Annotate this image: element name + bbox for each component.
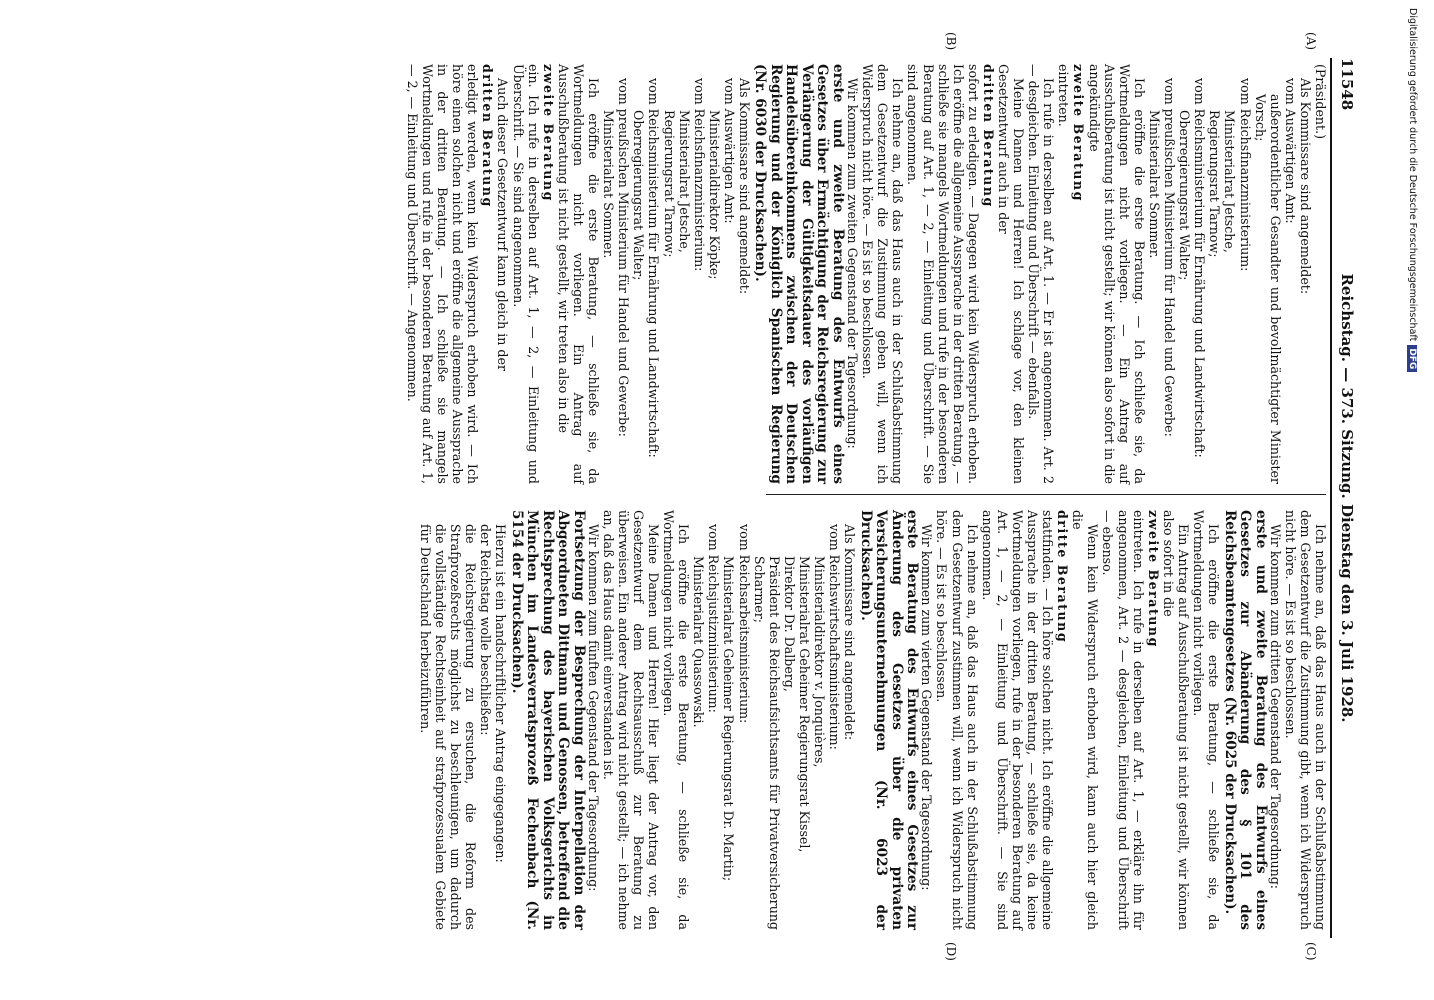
left-paragraph: vom Reichsfinanzministerium: <box>691 78 707 272</box>
left-paragraph: vom Auswärtigen Amt: <box>1282 78 1298 224</box>
left-paragraph: Als Kommissare sind angemeldet: <box>1297 78 1313 295</box>
right-paragraph: Wir kommen zum vierten Gegenstand der Tagesordnung: <box>919 524 935 891</box>
left-paragraph: Ich rufe in derselben auf Art. 1. — Er ist angenommen. Art. 2 — desgleichen. Einleitung und Überschrift — ebenfalls. <box>1026 64 1057 484</box>
left-paragraph: vom Reichsfinanzministerium: <box>1237 78 1253 272</box>
left-paragraph: Auch dieser Gesetzentwurf kann gleich in der <box>495 78 511 371</box>
right-paragraph: dritte Beratung <box>1055 510 1071 644</box>
left-paragraph: Ministerialrat Jetsche, <box>1222 110 1238 253</box>
right-paragraph: Ich eröffne die erste Beratung, — schließe sie, da Wortmeldungen nicht vorliegen. <box>1191 510 1222 930</box>
left-paragraph: Wir kommen zum zweiten Gegenstand der Tagesordnung: <box>845 78 861 449</box>
right-paragraph: Ministerialrat Quassowski. <box>691 556 707 728</box>
margin-mark-d: (D) <box>944 942 958 961</box>
left-paragraph: Regierungsrat Tarnow; <box>661 110 677 258</box>
left-paragraph: ein. Ich rufe in derselben auf Art. 1, — 2, — Einleitung und Überschrift. — Sie sind angenommen. <box>510 64 541 484</box>
left-paragraph: sofort zu erledigen. — Dagegen wird kein Widerspruch erhoben. Ich eröffne die allgemeine Aussprache in der dritten Beratung, — schließe sie mangels Wortmeldungen und rufe in der besonderen Beratung auf Art. 1, — 2, — Einleitung und Überschrift. — Sie sind angenommen. <box>905 64 981 484</box>
left-paragraph: vom Auswärtigen Amt: <box>721 78 737 224</box>
right-paragraph: vom Reichsjustizministerium: <box>706 524 722 713</box>
right-paragraph: zweite Beratung <box>1145 510 1161 648</box>
right-paragraph: Ein Antrag auf Ausschußberatung ist nicht gestellt, wir können also sofort in die <box>1160 510 1191 930</box>
header-title: Reichstag. — 373. Sitzung. Dienstag den 3. Juli 1928. <box>1338 273 1356 723</box>
right-paragraph: Wir kommen zum fünften Gegenstand der Tagesordnung: <box>585 524 601 892</box>
right-paragraph: Wenn kein Widerspruch erhoben wird, kann auch hier gleich die <box>1070 510 1101 930</box>
left-paragraph: vom Reichsministerium für Ernährung und Landwirtschaft: <box>1192 78 1208 458</box>
right-column <box>418 510 1329 930</box>
left-paragraph: Ich eröffne die erste Beratung, — schließe sie, da Wortmeldungen nicht vorliegen. Ein Antrag auf Ausschußberatung ist nicht gestellt, wir treten also in die <box>555 64 602 484</box>
left-paragraph: Ministerialrat Sommer. <box>601 110 617 259</box>
left-paragraph: vom preußischen Ministerium für Handel und Gewerbe: <box>616 78 632 437</box>
rotated-page-content <box>58 32 1358 961</box>
right-paragraph: Ich nehme an, daß das Haus auch in der Schlußabstimmung dem Gesetzentwurf zustimmen will, wenn ich Widerspruch nicht höre. — Es ist so beschlossen. <box>934 510 980 930</box>
left-paragraph: Ich eröffne die erste Beratung. — Ich schließe sie, da Wortmeldungen nicht vorliegen. — Ein Antrag auf Ausschußberatung ist nicht gestellt; wir können also sofort in die angekündigte <box>1086 64 1147 484</box>
right-paragraph: erste und zweite Beratung des Entwurfs eines Gesetzes zur Abänderung des § 101 des Reichsbeamtengesetzes (Nr. 6025 der Drucksachen). <box>1221 510 1269 930</box>
right-paragraph: stattfinden. — Ich höre solchen nicht. Ich eröffne die allgemeine Aussprache in der dritten Beratung, — schließe sie, da keine Wortmeldungen vorliegen, rufe in der besonderen Beratung auf Art. 1, — 2, — Einleitung und Überschrift. — Sie sind angenommen. <box>979 510 1056 930</box>
left-paragraph: außerordentlicher Gesandter und bevollmächtigter Minister Vorsch; <box>1252 94 1283 484</box>
left-paragraph: erste und zweite Beratung des Entwurfs eines Gesetzes über Ermächtigung der Reichsregierung zur Verlängerung der Gültigkeitsdauer des vorläufigen Handelsübereinkommens zwischen der Deutschen Regierung und der Königlich Spanischen Regierung (Nr. 6030 der Drucksachen). <box>752 64 846 484</box>
column-divider <box>766 494 1326 495</box>
left-paragraph: vom Reichsministerium für Ernährung und Landwirtschaft: <box>646 78 662 458</box>
right-paragraph: Ministerialdirektor v. Jonquières, <box>812 556 828 768</box>
right-paragraph: Ministerialrat Geheimer Regierungsrat Kissel, <box>796 556 812 853</box>
right-paragraph: Als Kommissare sind angemeldet: <box>842 524 858 741</box>
digitization-credit <box>1404 8 1418 998</box>
left-paragraph: Ministerialrat Jetsche, <box>676 110 692 253</box>
right-paragraph: vom Reichsarbeitsministerium: <box>736 524 752 724</box>
left-paragraph: (Präsident.) <box>1313 64 1328 140</box>
left-paragraph: Oberregierungsrat Walter; <box>1177 110 1193 281</box>
credit-text: Digitalisierung gefördert durch die Deutsche Forschungsgemeinschaft <box>1407 8 1418 342</box>
margin-mark-c: (C) <box>1304 942 1318 961</box>
left-paragraph: Ministerialdirektor Köpke; <box>706 110 722 280</box>
left-paragraph: Oberregierungsrat Walter; <box>631 110 647 281</box>
left-paragraph: eintreten. <box>1056 64 1072 127</box>
right-paragraph: Ich nehme an, daß das Haus auch in der Schlußabstimmung dem Gesetzentwurf die Zustimmung gibt, wenn ich Widerspruch nicht höre. — Es ist so beschlossen. <box>1282 510 1328 930</box>
right-paragraph: Hierzu ist ein handschriftlicher Antrag eingegangen: <box>493 524 509 863</box>
right-paragraph: Fortsetzung der Besprechung der Interpellation der Abgeordneten Dittmann und Genossen, betreffend die Rechtsprechung des bayerischen Volksgerichts in München im Landesverratsprozeß Fechenbach (Nr. 5154 der Drucksachen). <box>508 510 587 930</box>
right-paragraph: Meine Damen und Herren! Hier liegt der Antrag vor, den Gesetzentwurf dem Rechtsausschuß zur Beratung zu überweisen. Ein anderer Antrag wird nicht gestellt; — ich nehme an, daß das Haus damit einverstanden ist. <box>600 510 662 930</box>
left-paragraph: zweite Beratung <box>1071 64 1087 202</box>
left-paragraph: dritten Beratung <box>980 64 996 208</box>
running-header <box>1334 58 1358 938</box>
margin-mark-a: (A) <box>1304 32 1318 51</box>
left-paragraph: Ich nehme an, daß das Haus auch in der Schlußabstimmung dem Gesetzentwurf die Zustimmung geben will, wenn ich Widerspruch nicht höre. — Es ist so beschlossen. <box>860 64 906 484</box>
right-paragraph: die Reichsregierung zu ersuchen, die Reform des Strafprozeßrechts möglichst zu beschleunigen, um dadurch die vollständige Rechtseinheit auf strafprozessualem Gebiete für Deutschland herbeizuführen. <box>417 524 478 930</box>
left-paragraph: dritten Beratung <box>480 64 496 208</box>
page-number: 11548 <box>1338 58 1356 111</box>
dfg-logo: DFG <box>1407 345 1417 372</box>
right-paragraph: vom Reichswirtschaftsministerium: <box>827 524 843 750</box>
right-paragraph: der Reichstag wolle beschließen: <box>477 524 493 736</box>
left-paragraph: Meine Damen und Herren! Ich schlage vor, den kleinen Gesetzentwurf auch in der <box>996 64 1027 484</box>
left-column <box>405 64 1328 484</box>
left-paragraph: vom preußischen Ministerium für Handel und Gewerbe: <box>1162 78 1178 437</box>
right-paragraph: Ich eröffne die erste Beratung, — schließe sie, da Wortmeldungen nicht vorliegen. <box>661 510 692 930</box>
left-paragraph: zweite Beratung <box>540 64 556 202</box>
right-paragraph: Ministerialrat Geheimer Regierungsrat Dr. Martin; <box>721 556 737 882</box>
left-paragraph: Ministerialrat Sommer. <box>1146 110 1162 259</box>
right-paragraph: Präsident des Reichsaufsichtsamts für Privatversicherung Scharmer; <box>751 556 782 930</box>
right-paragraph: Direktor Dr. Dalberg, <box>781 556 797 692</box>
header-rule <box>1330 58 1332 938</box>
right-paragraph: eintreten. Ich rufe in derselben auf Art. 1, — erkläre ihn für angenommen, Art. 2 — desgleichen, Einleitung und Überschrift — ebenso. <box>1100 510 1146 930</box>
margin-mark-b: (B) <box>944 32 958 51</box>
right-paragraph: Wir kommen zum dritten Gegenstand der Tagesordnung: <box>1267 524 1283 890</box>
left-paragraph: erledigt werden, wenn kein Widerspruch erhoben wird. — Ich höre einen solchen nicht und eröffne die allgemeine Aussprache in der dritten Beratung. — Ich schließe sie mangels Wortmeldungen und rufe in der besonderen Beratung auf Art. 1, — 2, — Einleitung und Überschrift. — Angenommen. <box>404 64 481 484</box>
right-paragraph: erste Beratung des Entwurfs eines Gesetzes zur Änderung des Gesetzes über die privaten Versicherungsunternehmungen (Nr. 6023 der Drucksachen). <box>857 510 921 930</box>
left-paragraph: Regierungsrat Tarnow; <box>1207 110 1223 258</box>
left-paragraph: Als Kommissare sind angemeldet: <box>737 78 752 295</box>
